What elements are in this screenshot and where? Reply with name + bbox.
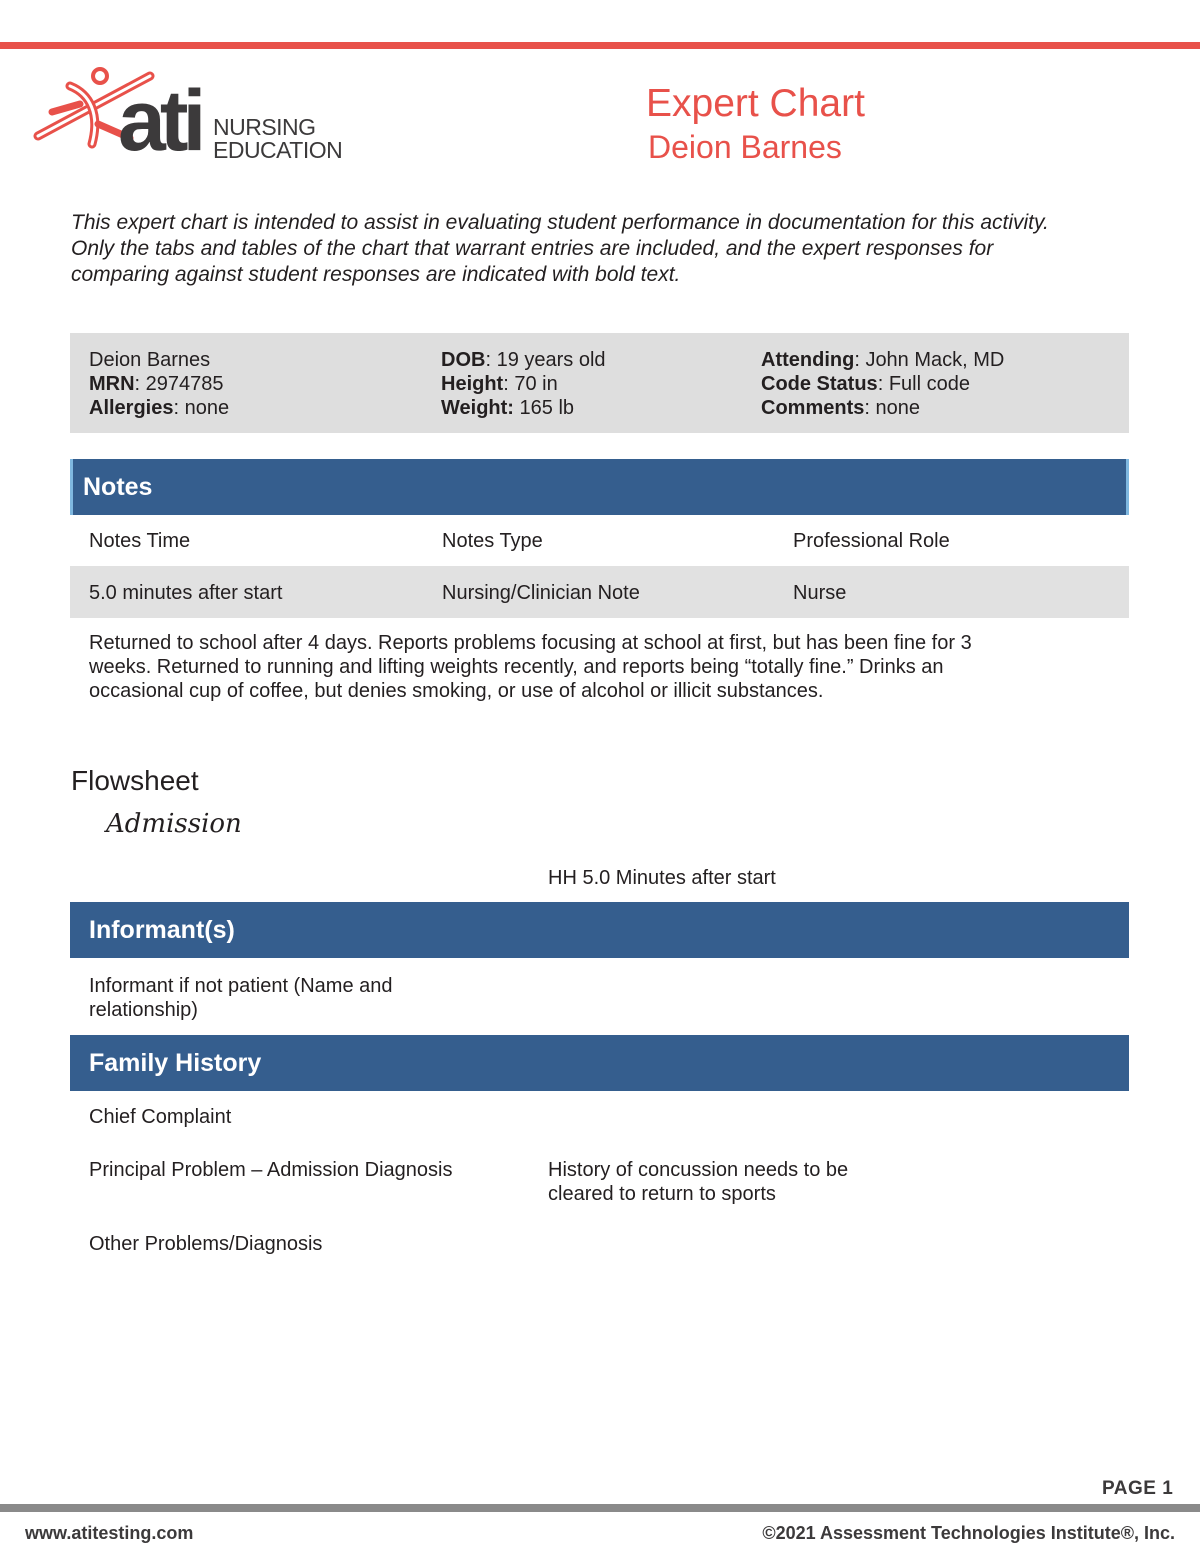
notes-section-header: Notes (70, 459, 1129, 515)
patient-col-identity (89, 348, 229, 420)
informant-label: Informant if not patient (Name and relationship) (89, 975, 393, 1021)
footer-copyright: ©2021 Assessment Technologies Institute®, Inc. (762, 1523, 1175, 1543)
notes-cell-role: Nurse (793, 582, 847, 604)
patient-allergies: Allergies: none (89, 397, 230, 419)
notes-cell-type: Nursing/Clinician Note (442, 582, 640, 604)
patient-code-status: Code Status: Full code (761, 373, 970, 395)
flowsheet-title: Flowsheet (71, 765, 199, 796)
principal-problem-label: Principal Problem – Admission Diagnosis (89, 1159, 453, 1181)
logo-tagline-line1: NURSING (213, 114, 316, 140)
principal-problem-value: History of concussion needs to be cleared to return to sports (548, 1159, 849, 1205)
notes-cell-time: 5.0 minutes after start (89, 582, 283, 604)
flowsheet-subtitle: Admission (106, 809, 242, 839)
page-number: PAGE 1 (1102, 1478, 1174, 1499)
patient-banner (70, 333, 1129, 433)
patient-mrn: MRN: 2974785 (89, 373, 224, 395)
family-history-section-header: Family History (70, 1035, 1129, 1091)
bottom-rule (0, 1504, 1200, 1512)
document-title: Expert Chart (646, 82, 865, 125)
footer-url: www.atitesting.com (25, 1523, 194, 1543)
other-problems-label: Other Problems/Diagnosis (89, 1233, 323, 1255)
patient-height: Height: 70 in (441, 373, 558, 395)
patient-name: Deion Barnes (89, 349, 211, 371)
patient-attending: Attending: John Mack, MD (761, 349, 1005, 371)
logo-tagline-line2: EDUCATION (213, 137, 343, 163)
ati-logo (30, 64, 360, 169)
patient-dob: DOB: 19 years old (441, 349, 606, 371)
flowsheet-time-header: HH 5.0 Minutes after start (548, 867, 776, 889)
note-body: Returned to school after 4 days. Reports problems focusing at school at first, but has been fine for 3 weeks. Returned to running and lifting weights recently, and reports being “totally fine.” Drinks an occasional cup of coffee, but denies smoking, or use of alcohol or illicit substances. (89, 632, 972, 702)
intro-paragraph: This expert chart is intended to assist in evaluating student performance in documentation for this activity. Only the tabs and tables of the chart that warrant entries are included, and the expert responses for comparing against student responses are indicated with bold text. (71, 211, 1049, 286)
notes-header-role: Professional Role (793, 530, 950, 552)
notes-header-time: Notes Time (89, 530, 191, 552)
notes-header-type: Notes Type (442, 530, 543, 552)
informants-section-header: Informant(s) (70, 902, 1129, 958)
logo-wordmark: ati (118, 73, 201, 169)
logo-tagline (213, 116, 342, 162)
top-accent-rule (0, 42, 1200, 49)
patient-weight: Weight: 165 lb (441, 397, 575, 419)
patient-comments: Comments: none (761, 397, 920, 419)
patient-col-care (761, 348, 1004, 420)
patient-col-vitals (441, 348, 606, 420)
chief-complaint-label: Chief Complaint (89, 1106, 232, 1128)
patient-name-title: Deion Barnes (648, 129, 842, 165)
